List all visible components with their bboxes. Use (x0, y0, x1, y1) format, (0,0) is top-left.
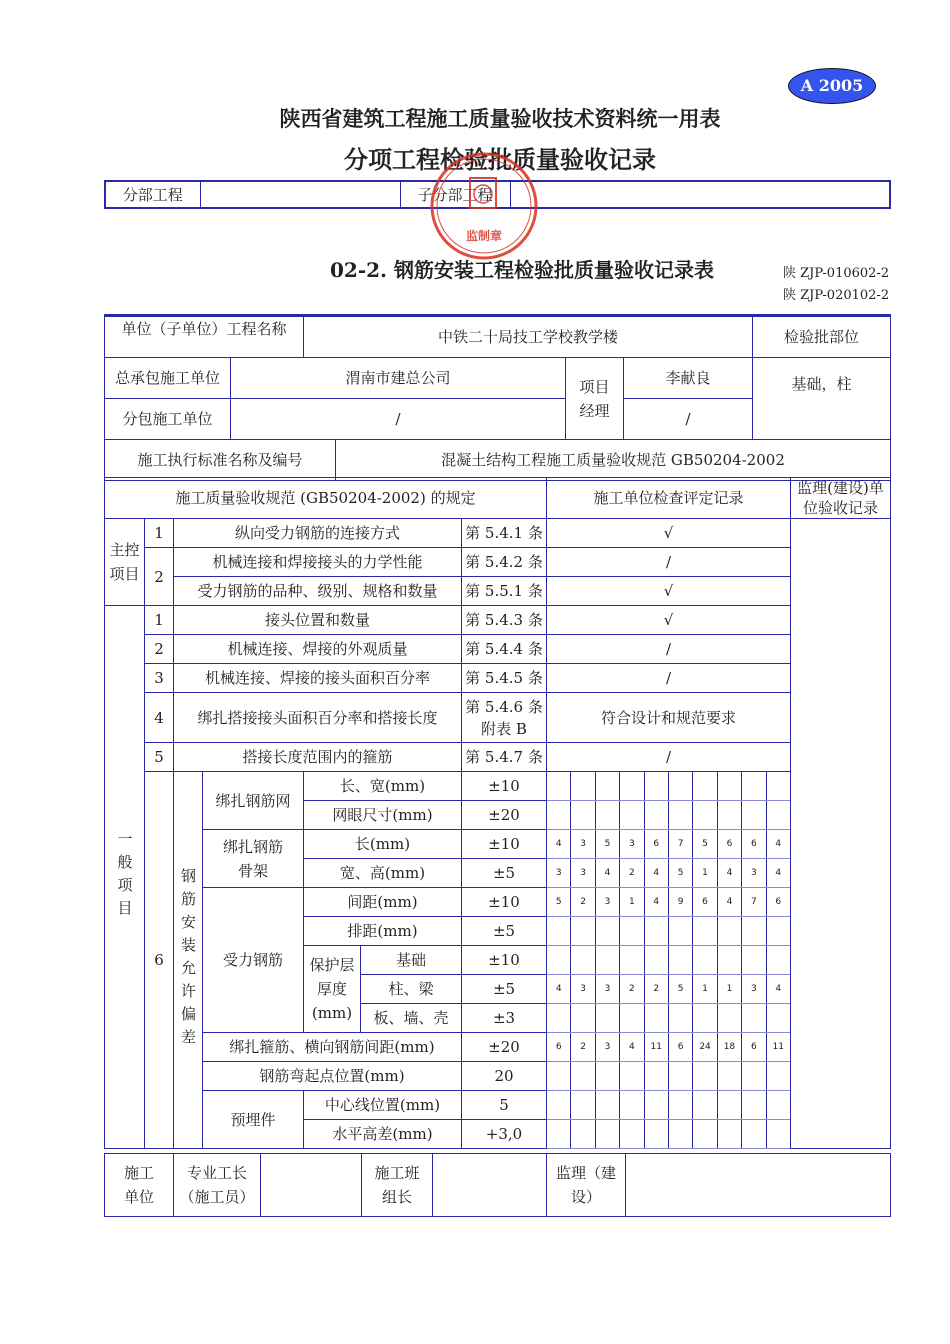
measured-value[interactable]: 6 (766, 888, 790, 917)
measured-value[interactable] (595, 1004, 619, 1033)
measured-value[interactable] (717, 1091, 741, 1120)
group-bars: 受力钢筋 (203, 888, 304, 1033)
header-check: 施工单位检查评定记录 (547, 478, 791, 519)
measured-value[interactable]: 3 (595, 1033, 619, 1062)
measured-value[interactable] (547, 1120, 571, 1149)
measured-value[interactable] (620, 1062, 644, 1091)
item-number: 3 (145, 664, 174, 693)
project-info-table (104, 314, 891, 481)
group-mesh: 绑扎钢筋网 (203, 772, 304, 830)
tolerance-value: ±5 (462, 917, 547, 946)
measured-value[interactable]: 1 (693, 975, 717, 1004)
check-item: 柱、梁 (361, 975, 462, 1004)
measured-value[interactable]: 11 (644, 1033, 668, 1062)
measured-value[interactable]: 4 (644, 859, 668, 888)
measured-value[interactable] (717, 946, 741, 975)
item-result[interactable]: 符合设计和规范要求 (547, 693, 791, 743)
signature-supervision[interactable] (626, 1154, 891, 1217)
measured-value[interactable] (547, 1004, 571, 1033)
item-description: 接头位置和数量 (174, 606, 462, 635)
item-number: 1 (145, 606, 174, 635)
measured-value[interactable] (620, 1091, 644, 1120)
label-batch-part: 检验批部位 (753, 316, 891, 358)
measured-value[interactable] (668, 772, 692, 801)
item-description: 纵向受力钢筋的连接方式 (174, 519, 462, 548)
value-unit-project[interactable]: 中铁二十局技工学校教学楼 (304, 316, 753, 358)
measured-value[interactable] (742, 1120, 766, 1149)
measured-value[interactable]: 3 (620, 830, 644, 859)
label-unit-project: 单位（子单位）工程名称 (105, 316, 304, 358)
measured-value[interactable] (693, 1120, 717, 1149)
value-subdivision[interactable] (510, 181, 890, 208)
item-clause: 第 5.4.1 条 (462, 519, 547, 548)
supervision-stamp (430, 152, 538, 260)
measured-value[interactable] (620, 1004, 644, 1033)
label-construction-unit: 施工单位 (105, 1154, 174, 1217)
measured-value[interactable] (571, 917, 595, 946)
measured-value[interactable] (717, 772, 741, 801)
measured-value[interactable] (620, 917, 644, 946)
tolerance-value: ±5 (462, 975, 547, 1004)
measured-value[interactable]: 4 (717, 859, 741, 888)
measured-value[interactable]: 6 (644, 830, 668, 859)
measured-value[interactable] (547, 801, 571, 830)
value-standard[interactable]: 混凝土结构工程施工质量验收规范 GB50204-2002 (336, 440, 891, 481)
measured-value[interactable] (766, 772, 790, 801)
item-clause: 第 5.5.1 条 (462, 577, 547, 606)
tolerance-value: ±10 (462, 772, 547, 801)
measured-value[interactable]: 2 (620, 975, 644, 1004)
item-clause: 第 5.4.2 条 (462, 548, 547, 577)
measured-value[interactable] (644, 801, 668, 830)
measured-value[interactable] (547, 917, 571, 946)
value-general-contractor[interactable]: 渭南市建总公司 (231, 358, 566, 399)
measured-value[interactable] (717, 1120, 741, 1149)
record-title: 分项工程检验批质量验收记录 (344, 145, 656, 174)
check-item: 中心线位置(mm) (304, 1091, 462, 1120)
measured-value[interactable] (693, 1062, 717, 1091)
check-item: 长、宽(mm) (304, 772, 462, 801)
item-result[interactable]: / (547, 743, 791, 772)
svg-text:监制章: 监制章 (465, 229, 503, 243)
tolerance-value: 5 (462, 1091, 547, 1120)
measured-value[interactable] (693, 1004, 717, 1033)
measured-value[interactable]: 3 (571, 859, 595, 888)
item-result[interactable]: / (547, 635, 791, 664)
measured-value[interactable] (595, 946, 619, 975)
measured-value[interactable]: 6 (547, 1033, 571, 1062)
measured-value[interactable] (571, 801, 595, 830)
signature-table (104, 1153, 891, 1217)
measured-value[interactable]: 9 (668, 888, 692, 917)
measured-value[interactable]: 1 (717, 975, 741, 1004)
measured-value[interactable] (766, 1091, 790, 1120)
tolerance-value: ±3 (462, 1004, 547, 1033)
measured-value[interactable] (644, 1120, 668, 1149)
supervision-record[interactable] (790, 519, 890, 1149)
item-number: 5 (145, 743, 174, 772)
measured-value[interactable]: 2 (620, 859, 644, 888)
item-clause: 第 5.4.4 条 (462, 635, 547, 664)
check-item: 排距(mm) (304, 917, 462, 946)
check-item: 基础 (361, 946, 462, 975)
item-description: 机械连接、焊接的外观质量 (174, 635, 462, 664)
label-subdivision: 子分部工程 (400, 181, 510, 208)
check-item: 宽、高(mm) (304, 859, 462, 888)
measured-value[interactable]: 4 (547, 830, 571, 859)
measured-value[interactable] (766, 801, 790, 830)
measured-value[interactable] (742, 1091, 766, 1120)
item-description: 受力钢筋的品种、级别、规格和数量 (174, 577, 462, 606)
measured-value[interactable] (717, 1062, 741, 1091)
measured-value[interactable]: 6 (693, 888, 717, 917)
measured-value[interactable] (766, 1062, 790, 1091)
main-control-label: 主控项目 (105, 519, 145, 606)
measured-value[interactable] (620, 1120, 644, 1149)
value-project-manager[interactable]: 李献良 (624, 358, 753, 399)
measured-value[interactable] (571, 1004, 595, 1033)
measured-value[interactable]: 5 (547, 888, 571, 917)
measured-value[interactable]: 5 (668, 859, 692, 888)
measured-value[interactable]: 4 (620, 1033, 644, 1062)
check-item: 网眼尺寸(mm) (304, 801, 462, 830)
measured-value[interactable] (668, 1091, 692, 1120)
header-spec: 施工质量验收规范 (GB50204-2002) 的规定 (105, 478, 547, 519)
signature-foreman[interactable] (261, 1154, 362, 1217)
year-badge: A 2005 (788, 68, 876, 104)
item-number: 2 (145, 635, 174, 664)
measured-value[interactable] (644, 1062, 668, 1091)
label-supervision: 监理（建设） (547, 1154, 626, 1217)
measured-value[interactable] (717, 801, 741, 830)
tolerance-value: ±10 (462, 830, 547, 859)
measured-value[interactable]: 3 (595, 888, 619, 917)
measured-value[interactable] (742, 772, 766, 801)
measured-value[interactable] (693, 801, 717, 830)
form-title: 02-2. 钢筋安装工程检验批质量验收记录表 (330, 258, 714, 282)
measured-value[interactable] (644, 917, 668, 946)
measured-value[interactable]: 2 (571, 888, 595, 917)
measured-value[interactable]: 1 (620, 888, 644, 917)
measured-value[interactable] (668, 946, 692, 975)
measured-value[interactable]: 5 (693, 830, 717, 859)
measured-value[interactable] (547, 1091, 571, 1120)
item-clause: 第 5.4.3 条 (462, 606, 547, 635)
measured-value[interactable]: 4 (717, 888, 741, 917)
item-description: 机械连接、焊接的接头面积百分率 (174, 664, 462, 693)
header-supervision: 监理(建设)单位验收记录 (790, 478, 890, 519)
measured-value[interactable] (644, 772, 668, 801)
measured-value[interactable] (547, 946, 571, 975)
measured-value[interactable] (595, 917, 619, 946)
measured-value[interactable] (595, 801, 619, 830)
province-title: 陕西省建筑工程施工质量验收技术资料统一用表 (279, 106, 721, 131)
measured-value[interactable] (644, 1091, 668, 1120)
measured-value[interactable]: 5 (668, 975, 692, 1004)
group-cage: 绑扎钢筋骨架 (203, 830, 304, 888)
measured-value[interactable] (742, 946, 766, 975)
label-division: 分部工程 (105, 181, 200, 208)
measured-value[interactable] (595, 1062, 619, 1091)
measured-value[interactable]: 3 (547, 859, 571, 888)
measured-value[interactable]: 4 (644, 888, 668, 917)
value-subcontractor[interactable]: / (231, 399, 566, 440)
item-result[interactable]: √ (547, 606, 791, 635)
measured-value[interactable] (571, 1120, 595, 1149)
tolerance-value: ±10 (462, 888, 547, 917)
check-item: 长(mm) (304, 830, 462, 859)
general-items-label: 一般项目 (105, 606, 145, 1149)
measured-value[interactable] (766, 917, 790, 946)
measured-value[interactable] (620, 801, 644, 830)
label-general-contractor: 总承包施工单位 (105, 358, 231, 399)
measured-value[interactable] (693, 1091, 717, 1120)
check-item: 绑扎箍筋、横向钢筋间距(mm) (203, 1033, 462, 1062)
check-item: 板、墙、壳 (361, 1004, 462, 1033)
item-number: 2 (145, 548, 174, 606)
measured-value[interactable]: 3 (742, 975, 766, 1004)
measured-value[interactable] (766, 1004, 790, 1033)
measured-value[interactable] (595, 1091, 619, 1120)
tolerance-value: 20 (462, 1062, 547, 1091)
measured-value[interactable]: 6 (717, 830, 741, 859)
item-description: 搭接长度范围内的箍筋 (174, 743, 462, 772)
measured-value[interactable] (547, 772, 571, 801)
item-number: 6 (145, 772, 174, 1149)
measured-value[interactable] (668, 917, 692, 946)
measured-value[interactable]: 3 (742, 859, 766, 888)
group-cover: 保护层厚度(mm) (304, 946, 361, 1033)
item-number: 1 (145, 519, 174, 548)
measured-value[interactable] (620, 946, 644, 975)
inspection-table (104, 477, 891, 1149)
measured-value[interactable] (766, 946, 790, 975)
tolerance-value: ±20 (462, 1033, 547, 1062)
measured-value[interactable] (742, 1062, 766, 1091)
signature-team-leader[interactable] (433, 1154, 547, 1217)
measured-value[interactable]: 6 (668, 1033, 692, 1062)
item-number: 4 (145, 693, 174, 743)
measured-value[interactable] (693, 917, 717, 946)
measured-value[interactable] (571, 1091, 595, 1120)
measured-value[interactable] (766, 1120, 790, 1149)
measured-value[interactable] (571, 1062, 595, 1091)
tolerance-value: ±10 (462, 946, 547, 975)
item-result[interactable]: / (547, 664, 791, 693)
measured-value[interactable]: 4 (766, 830, 790, 859)
item-description: 机械连接和焊接接头的力学性能 (174, 548, 462, 577)
measured-value[interactable]: 24 (693, 1033, 717, 1062)
measured-value[interactable]: 7 (742, 888, 766, 917)
item-description: 绑扎搭接接头面积百分率和搭接长度 (174, 693, 462, 743)
item-clause: 第 5.4.7 条 (462, 743, 547, 772)
check-item: 水平高差(mm) (304, 1120, 462, 1149)
measured-value[interactable]: 2 (571, 1033, 595, 1062)
measured-value[interactable]: 4 (766, 859, 790, 888)
measured-value[interactable]: 18 (717, 1033, 741, 1062)
value-division[interactable] (200, 181, 400, 208)
measured-value[interactable]: 2 (644, 975, 668, 1004)
measured-value[interactable] (620, 772, 644, 801)
measured-value[interactable]: 6 (742, 1033, 766, 1062)
measured-value[interactable]: 6 (742, 830, 766, 859)
item-clause: 第 5.4.6 条 附表 B (462, 693, 547, 743)
measured-value[interactable] (742, 1004, 766, 1033)
check-item: 钢筋弯起点位置(mm) (203, 1062, 462, 1091)
tolerance-value: ±20 (462, 801, 547, 830)
check-item: 间距(mm) (304, 888, 462, 917)
label-foreman: 专业工长（施工员） (174, 1154, 261, 1217)
item-result[interactable]: √ (547, 519, 791, 548)
measured-value[interactable] (693, 946, 717, 975)
measured-value[interactable] (742, 917, 766, 946)
measured-value[interactable]: 7 (668, 830, 692, 859)
measured-value[interactable]: 1 (693, 859, 717, 888)
measured-value[interactable]: 3 (571, 975, 595, 1004)
tolerance-value: +3,0 (462, 1120, 547, 1149)
label-standard: 施工执行标准名称及编号 (105, 440, 336, 481)
measured-value[interactable] (693, 772, 717, 801)
measured-value[interactable] (668, 1004, 692, 1033)
value-sub-manager[interactable]: / (624, 399, 753, 440)
label-team-leader: 施工班组长 (362, 1154, 433, 1217)
measured-value[interactable] (668, 1062, 692, 1091)
measured-value[interactable] (595, 1120, 619, 1149)
measured-value[interactable] (595, 772, 619, 801)
measured-value[interactable]: 3 (595, 975, 619, 1004)
measured-value[interactable] (571, 946, 595, 975)
form-code-1: 陕 ZJP-010602-2 (783, 266, 890, 281)
measured-value[interactable]: 11 (766, 1033, 790, 1062)
measured-value[interactable]: 5 (595, 830, 619, 859)
measured-value[interactable] (644, 946, 668, 975)
value-batch-part[interactable]: 基础，柱 (753, 358, 891, 440)
measured-value[interactable] (668, 801, 692, 830)
group-embedded: 预埋件 (203, 1091, 304, 1149)
form-code-2: 陕 ZJP-020102-2 (783, 288, 890, 303)
measured-value[interactable]: 4 (595, 859, 619, 888)
tolerance-value: ±5 (462, 859, 547, 888)
item-clause: 第 5.4.5 条 (462, 664, 547, 693)
measured-value[interactable] (668, 1120, 692, 1149)
tolerance-label: 钢筋安装允许偏差 (174, 772, 203, 1149)
measured-value[interactable] (644, 1004, 668, 1033)
label-subcontractor: 分包施工单位 (105, 399, 231, 440)
measured-value[interactable]: 4 (766, 975, 790, 1004)
item-result[interactable]: √ (547, 577, 791, 606)
item-result[interactable]: / (547, 548, 791, 577)
measured-value[interactable] (742, 801, 766, 830)
measured-value[interactable] (547, 1062, 571, 1091)
measured-value[interactable] (717, 917, 741, 946)
measured-value[interactable] (571, 772, 595, 801)
measured-value[interactable]: 4 (547, 975, 571, 1004)
measured-value[interactable] (717, 1004, 741, 1033)
measured-value[interactable]: 3 (571, 830, 595, 859)
label-project-manager: 项目经理 (566, 358, 624, 440)
